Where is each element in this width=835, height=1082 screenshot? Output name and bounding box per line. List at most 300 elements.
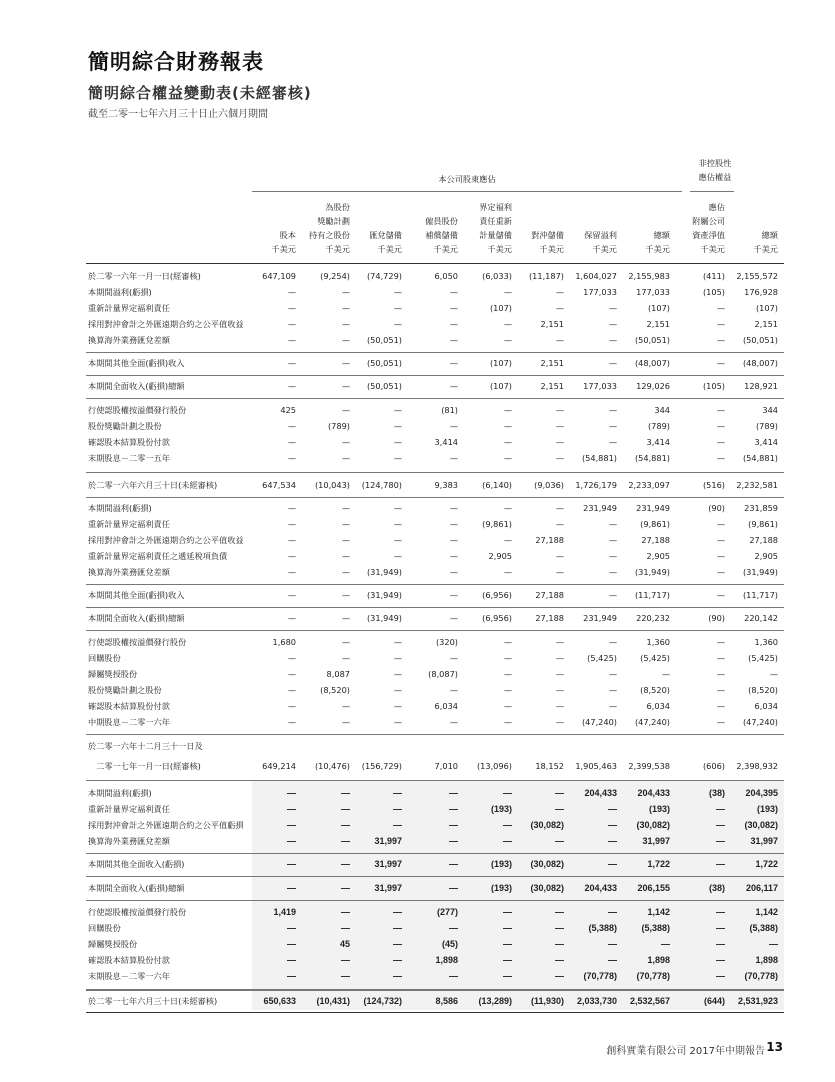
table-row — [86, 450, 784, 466]
table-row — [86, 714, 784, 730]
table-cell: — — [503, 421, 512, 431]
table-cell: — — [393, 971, 402, 981]
table-cell: 1,898 — [435, 955, 458, 965]
table-cell: (47,240) — [634, 717, 670, 727]
table-cell: — — [341, 453, 350, 463]
row-label: 換算海外業務匯兌差額 — [88, 836, 170, 846]
table-cell: — — [555, 519, 564, 529]
group-header-nci: 非控股性 應佔權益 — [698, 158, 732, 182]
table-cell: — — [449, 335, 458, 345]
table-row — [86, 500, 784, 516]
row-label: 於二零一六年十二月三十一日及 — [88, 741, 203, 751]
table-cell: 1,680 — [272, 637, 296, 647]
table-cell: (30,082) — [530, 883, 564, 893]
table-cell: — — [503, 319, 512, 329]
table-cell: — — [716, 804, 725, 814]
table-cell: — — [449, 590, 458, 600]
table-cell: — — [287, 358, 296, 368]
table-cell: — — [503, 820, 512, 830]
table-cell: — — [449, 923, 458, 933]
table-cell: (193) — [490, 804, 512, 814]
table-cell: — — [287, 421, 296, 431]
table-row — [86, 434, 784, 450]
table-cell: — — [449, 551, 458, 561]
table-cell: — — [449, 287, 458, 297]
table-cell: — — [716, 303, 725, 313]
table-cell: — — [287, 551, 296, 561]
table-cell: — — [716, 820, 725, 830]
table-cell: — — [393, 939, 402, 949]
table-cell: 27,188 — [535, 535, 564, 545]
table-cell: (11,930) — [530, 996, 564, 1006]
table-cell: — — [341, 405, 350, 415]
table-cell: — — [393, 503, 402, 513]
rule-line — [86, 780, 784, 781]
table-cell: 2,151 — [540, 381, 564, 391]
rule-line — [86, 853, 784, 854]
table-cell: — — [393, 535, 402, 545]
table-cell: — — [555, 836, 564, 846]
table-cell: — — [393, 519, 402, 529]
table-cell: — — [393, 701, 402, 711]
table-cell: — — [287, 804, 296, 814]
table-cell: 45 — [339, 939, 350, 949]
table-cell: — — [608, 637, 617, 647]
table-cell: — — [503, 335, 512, 345]
row-label: 於二零一七年六月三十日(未經審核) — [88, 996, 218, 1006]
table-cell: 344 — [654, 405, 670, 415]
row-label: 中期股息－二零一六年 — [88, 717, 170, 727]
table-cell: (31,949) — [742, 567, 778, 577]
table-cell: — — [341, 535, 350, 545]
table-cell: — — [608, 955, 617, 965]
table-cell: 1,726,179 — [575, 480, 617, 490]
table-cell: 2,532,567 — [629, 996, 670, 1006]
table-row — [86, 355, 784, 371]
table-cell: — — [608, 535, 617, 545]
table-cell: 6,050 — [434, 271, 458, 281]
table-cell: — — [716, 669, 725, 679]
row-label: 回購股份 — [88, 653, 121, 663]
table-cell: — — [503, 669, 512, 679]
table-row — [86, 666, 784, 682]
table-cell: 231,949 — [583, 613, 617, 623]
table-cell: (54,881) — [634, 453, 670, 463]
table-cell: (48,007) — [634, 358, 670, 368]
table-cell: — — [449, 519, 458, 529]
table-cell: — — [608, 405, 617, 415]
column-header: 總額 千美元 — [645, 230, 670, 254]
table-cell: (11,717) — [742, 590, 778, 600]
table-cell: — — [449, 319, 458, 329]
table-cell: — — [661, 669, 670, 679]
table-cell: (5,425) — [640, 653, 670, 663]
table-cell: — — [555, 303, 564, 313]
table-cell: 177,033 — [583, 381, 617, 391]
row-label: 重新計量界定福利責任 — [88, 519, 170, 529]
row-label: 本期間其他全面收入(虧損) — [88, 859, 185, 869]
table-cell: (54,881) — [742, 453, 778, 463]
rule-line — [86, 497, 784, 498]
rule-line — [86, 472, 784, 473]
table-cell: — — [555, 669, 564, 679]
table-cell: 344 — [762, 405, 778, 415]
period-caption: 截至二零一七年六月三十日止六個月期間 — [88, 109, 268, 120]
table-cell: (789) — [647, 421, 670, 431]
table-row — [86, 833, 784, 849]
table-cell: — — [287, 535, 296, 545]
table-cell: — — [393, 319, 402, 329]
table-cell: — — [287, 590, 296, 600]
table-cell: — — [341, 859, 350, 869]
table-cell: — — [716, 653, 725, 663]
table-cell: — — [608, 701, 617, 711]
table-cell: — — [769, 939, 778, 949]
table-cell: (50,051) — [742, 335, 778, 345]
table-cell: — — [341, 955, 350, 965]
table-cell: — — [393, 669, 402, 679]
table-cell: (193) — [490, 883, 512, 893]
table-cell: 206,117 — [745, 883, 778, 893]
table-cell: (50,051) — [634, 335, 670, 345]
table-cell: — — [287, 567, 296, 577]
table-cell: — — [287, 319, 296, 329]
row-label: 本期間全面收入(虧損)總額 — [88, 613, 185, 623]
table-cell: (107) — [489, 381, 512, 391]
table-cell: — — [341, 701, 350, 711]
table-cell: — — [341, 820, 350, 830]
table-cell: 177,033 — [636, 287, 670, 297]
table-cell: — — [287, 883, 296, 893]
table-cell: (606) — [702, 761, 725, 771]
table-cell: 2,155,983 — [628, 271, 670, 281]
table-cell: 129,026 — [636, 381, 670, 391]
table-cell: — — [503, 955, 512, 965]
table-cell: (5,388) — [588, 923, 617, 933]
table-cell: 1,360 — [646, 637, 670, 647]
table-cell: — — [716, 405, 725, 415]
table-cell: — — [393, 453, 402, 463]
table-cell: — — [287, 955, 296, 965]
table-cell: 2,905 — [488, 551, 512, 561]
table-row — [86, 880, 784, 896]
rule-line — [690, 191, 734, 192]
table-cell: — — [608, 319, 617, 329]
table-cell: — — [287, 836, 296, 846]
table-cell: (48,007) — [742, 358, 778, 368]
column-header: 對沖儲備 千美元 — [531, 230, 564, 254]
table-cell: — — [503, 923, 512, 933]
table-cell: — — [555, 551, 564, 561]
table-cell: — — [393, 788, 402, 798]
table-cell: — — [555, 503, 564, 513]
table-cell: 2,033,730 — [576, 996, 617, 1006]
table-cell: — — [341, 437, 350, 447]
table-row — [86, 968, 784, 984]
row-label: 採用對沖會計之外匯遠期合約之公平值虧損 — [88, 820, 244, 830]
footer-company: 創科實業有限公司 2017年中期報告 — [606, 1046, 765, 1057]
table-cell: — — [608, 685, 617, 695]
table-cell: 2,151 — [540, 319, 564, 329]
table-cell: 31,997 — [374, 883, 402, 893]
table-cell: — — [503, 701, 512, 711]
table-row — [86, 300, 784, 316]
table-cell: — — [555, 971, 564, 981]
table-row — [86, 477, 784, 493]
table-cell: — — [449, 971, 458, 981]
row-label: 重新計量界定福利責任之遞延稅項負債 — [88, 551, 228, 561]
table-cell: 425 — [280, 405, 296, 415]
table-cell: 128,921 — [744, 381, 778, 391]
table-cell: (6,956) — [482, 590, 512, 600]
row-label: 股份獎勵計劃之股份 — [88, 685, 162, 695]
row-label: 重新計量界定福利責任 — [88, 303, 170, 313]
table-cell: — — [287, 653, 296, 663]
table-cell: — — [555, 405, 564, 415]
rule-line — [86, 900, 784, 901]
table-cell: 650,633 — [263, 996, 296, 1006]
table-cell: — — [716, 535, 725, 545]
table-cell: — — [716, 421, 725, 431]
row-label: 末期股息－二零一六年 — [88, 971, 170, 981]
table-cell: 647,534 — [262, 480, 296, 490]
table-cell: — — [555, 939, 564, 949]
table-cell: — — [287, 437, 296, 447]
table-cell: (31,949) — [366, 590, 402, 600]
table-cell: — — [287, 287, 296, 297]
table-cell: — — [503, 287, 512, 297]
table-cell: — — [287, 788, 296, 798]
table-cell: (5,425) — [748, 653, 778, 663]
table-cell: (107) — [755, 303, 778, 313]
table-cell: (789) — [327, 421, 350, 431]
table-cell: 206,155 — [637, 883, 670, 893]
table-cell: 2,398,932 — [736, 761, 778, 771]
table-cell: — — [449, 453, 458, 463]
table-cell: — — [287, 701, 296, 711]
table-cell: 31,997 — [642, 836, 670, 846]
table-cell: — — [341, 503, 350, 513]
table-cell: — — [449, 717, 458, 727]
group-header-owners: 本公司股東應佔 — [438, 174, 496, 184]
table-cell: (30,082) — [636, 820, 670, 830]
table-cell: — — [608, 820, 617, 830]
rule-line — [86, 630, 784, 631]
table-cell: — — [287, 971, 296, 981]
table-cell: (31,949) — [366, 613, 402, 623]
table-cell: — — [341, 567, 350, 577]
rule-line — [86, 263, 784, 264]
table-cell: — — [287, 717, 296, 727]
table-cell: 2,151 — [754, 319, 778, 329]
table-row — [86, 904, 784, 920]
table-cell: (6,033) — [482, 271, 512, 281]
table-cell: 204,433 — [637, 788, 670, 798]
table-cell: (13,289) — [478, 996, 512, 1006]
table-cell: — — [393, 955, 402, 965]
table-cell: — — [503, 503, 512, 513]
table-cell: — — [608, 907, 617, 917]
table-cell: (90) — [708, 613, 725, 623]
table-cell: (193) — [756, 804, 778, 814]
row-label: 於二零一六年六月三十日(未經審核) — [88, 480, 218, 490]
table-cell: 176,928 — [744, 287, 778, 297]
row-label: 本期間其他全面(虧損)收入 — [88, 590, 185, 600]
row-label: 行使認股權按溢價發行股份 — [88, 405, 187, 415]
table-row — [86, 564, 784, 580]
table-cell: (277) — [436, 907, 458, 917]
row-label: 於二零一六年一月一日(經審核) — [88, 271, 201, 281]
table-cell: 1,419 — [273, 907, 296, 917]
report-title: 簡明綜合財務報表 — [88, 50, 264, 74]
table-cell: — — [287, 503, 296, 513]
row-label: 股份獎勵計劃之股份 — [88, 421, 162, 431]
row-label: 重新計量界定福利責任 — [88, 804, 170, 814]
table-cell: (10,431) — [316, 996, 350, 1006]
table-cell: (6,140) — [482, 480, 512, 490]
table-cell: 2,232,581 — [736, 480, 778, 490]
table-cell: 2,155,572 — [736, 271, 778, 281]
table-cell: — — [716, 319, 725, 329]
table-cell: — — [341, 335, 350, 345]
table-cell: 6,034 — [646, 701, 670, 711]
row-label: 行使認股權按溢價發行股份 — [88, 637, 187, 647]
table-row — [86, 785, 784, 801]
table-cell: — — [555, 335, 564, 345]
table-cell: (11,187) — [528, 271, 564, 281]
table-cell: — — [608, 939, 617, 949]
table-cell: — — [287, 381, 296, 391]
table-cell: — — [287, 613, 296, 623]
table-cell: — — [287, 669, 296, 679]
column-header: 股本 千美元 — [271, 230, 296, 254]
table-cell: — — [341, 613, 350, 623]
table-cell: — — [393, 287, 402, 297]
table-cell: (30,082) — [744, 820, 778, 830]
table-row — [86, 856, 784, 872]
table-cell: (105) — [702, 381, 725, 391]
row-label: 本期間全面收入(虧損)總額 — [88, 883, 185, 893]
table-cell: — — [393, 405, 402, 415]
table-row — [86, 936, 784, 952]
table-cell: 1,604,027 — [575, 271, 617, 281]
table-cell: — — [608, 358, 617, 368]
table-cell: — — [287, 303, 296, 313]
rule-line — [86, 1012, 784, 1013]
table-cell: (156,729) — [361, 761, 402, 771]
table-cell: — — [608, 437, 617, 447]
table-cell: 27,188 — [749, 535, 778, 545]
table-cell: 1,898 — [755, 955, 778, 965]
table-cell: — — [287, 519, 296, 529]
row-label: 本期間全面收入(虧損)總額 — [88, 381, 185, 391]
table-cell: 2,399,538 — [628, 761, 670, 771]
table-cell: — — [503, 405, 512, 415]
table-cell: (789) — [755, 421, 778, 431]
row-label: 換算海外業務匯兌差額 — [88, 567, 170, 577]
row-label: 採用對沖會計之外匯遠期合約之公平值收益 — [88, 535, 244, 545]
table-cell: — — [608, 421, 617, 431]
table-cell: — — [716, 637, 725, 647]
table-cell: — — [716, 955, 725, 965]
rule-line — [86, 990, 784, 991]
table-cell: (31,949) — [366, 567, 402, 577]
column-header: 總額 千美元 — [753, 230, 778, 254]
table-cell: — — [287, 335, 296, 345]
table-cell: (320) — [435, 637, 458, 647]
table-cell: — — [716, 590, 725, 600]
table-cell: — — [393, 717, 402, 727]
table-cell: (50,051) — [366, 358, 402, 368]
table-cell: — — [503, 939, 512, 949]
table-cell: 231,859 — [744, 503, 778, 513]
table-cell: — — [608, 804, 617, 814]
table-cell: (13,096) — [476, 761, 512, 771]
table-cell: — — [449, 421, 458, 431]
table-cell: 8,586 — [435, 996, 458, 1006]
table-cell: — — [503, 637, 512, 647]
table-cell: — — [555, 437, 564, 447]
table-cell: — — [503, 907, 512, 917]
table-cell: (8,520) — [640, 685, 670, 695]
table-row — [86, 532, 784, 548]
table-row — [86, 418, 784, 434]
table-cell: 1,898 — [647, 955, 670, 965]
table-cell: — — [769, 669, 778, 679]
row-label: 本期間溢利(虧損) — [88, 503, 152, 513]
table-cell: — — [341, 519, 350, 529]
table-row — [86, 801, 784, 817]
table-cell: — — [608, 335, 617, 345]
table-cell: — — [716, 701, 725, 711]
column-header: 為股份 獎勵計劃 持有之股份 千美元 — [309, 202, 350, 254]
table-cell: — — [341, 653, 350, 663]
table-cell: 8,087 — [326, 669, 350, 679]
table-cell: (47,240) — [742, 717, 778, 727]
table-cell: — — [608, 590, 617, 600]
table-cell: — — [716, 358, 725, 368]
table-cell: (411) — [702, 271, 725, 281]
column-header: 應佔 附屬公司 資產淨值 千美元 — [692, 202, 725, 254]
table-cell: — — [716, 836, 725, 846]
table-cell: — — [287, 923, 296, 933]
table-cell: — — [449, 613, 458, 623]
table-cell: (30,082) — [530, 859, 564, 869]
row-label: 歸屬獎授股份 — [88, 939, 138, 949]
table-cell: 27,188 — [535, 590, 564, 600]
table-cell: — — [503, 437, 512, 447]
table-cell: — — [341, 319, 350, 329]
table-cell: (516) — [702, 480, 725, 490]
table-cell: — — [608, 669, 617, 679]
table-row — [86, 952, 784, 968]
row-label: 歸屬獎授股份 — [88, 669, 138, 679]
table-row — [86, 548, 784, 564]
table-cell: 6,034 — [434, 701, 458, 711]
rule-line — [86, 876, 784, 877]
table-cell: 31,997 — [374, 836, 402, 846]
table-cell: 3,414 — [434, 437, 458, 447]
table-cell: — — [555, 637, 564, 647]
rule-line — [86, 584, 784, 585]
table-cell: 204,433 — [584, 883, 617, 893]
table-cell: (5,388) — [749, 923, 778, 933]
table-cell: 31,997 — [750, 836, 778, 846]
table-cell: — — [661, 939, 670, 949]
table-cell: 1,722 — [755, 859, 778, 869]
table-cell: — — [449, 535, 458, 545]
table-cell: (70,778) — [583, 971, 617, 981]
